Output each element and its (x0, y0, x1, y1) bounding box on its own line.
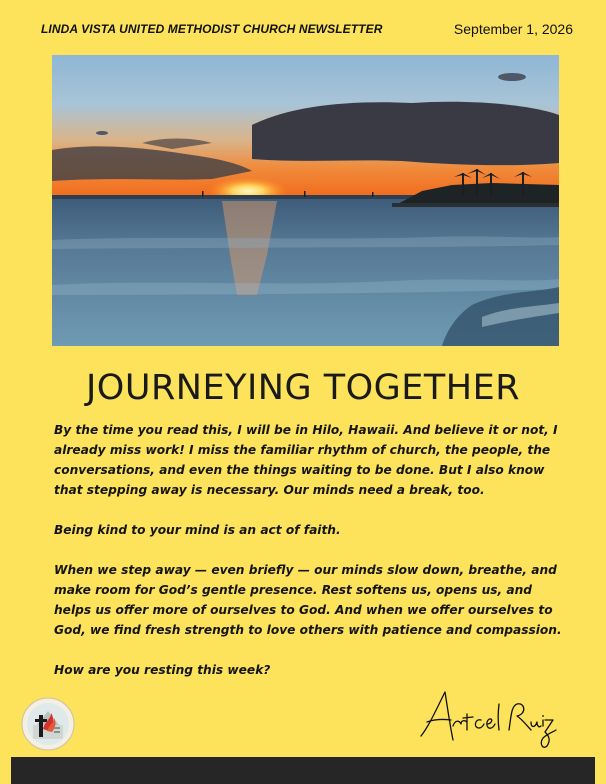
article-body (54, 420, 566, 700)
article-title: JOURNEYING TOGETHER (85, 368, 521, 408)
pastor-signature (415, 686, 557, 750)
footer-bar (11, 757, 595, 784)
church-logo-icon (21, 697, 75, 751)
paragraph: By the time you read this, I will be in Hilo, Hawaii. And believe it or not, I already miss work! I miss the familiar rhythm of church, the people, the conversations, and even the things waiting to be done. But I also know that stepping away is necessary. Our minds need a break, too. (54, 423, 558, 497)
issue-date: September 1, 2026 (453, 21, 573, 37)
paragraph: Being kind to your mind is an act of faith. (54, 523, 341, 537)
paragraph: How are you resting this week? (54, 663, 271, 677)
hero-sunset-image (52, 55, 559, 346)
paragraph: When we step away — even briefly — our minds slow down, breathe, and make room for God’s gentle presence. Rest softens us, opens us, and helps us offer more of ourselves to God. And when we offer ourselves to God, we find fresh strength to love others with patience and compassion. (54, 563, 562, 637)
newsletter-masthead: LINDA VISTA UNITED METHODIST CHURCH NEWSLETTER (41, 22, 383, 36)
